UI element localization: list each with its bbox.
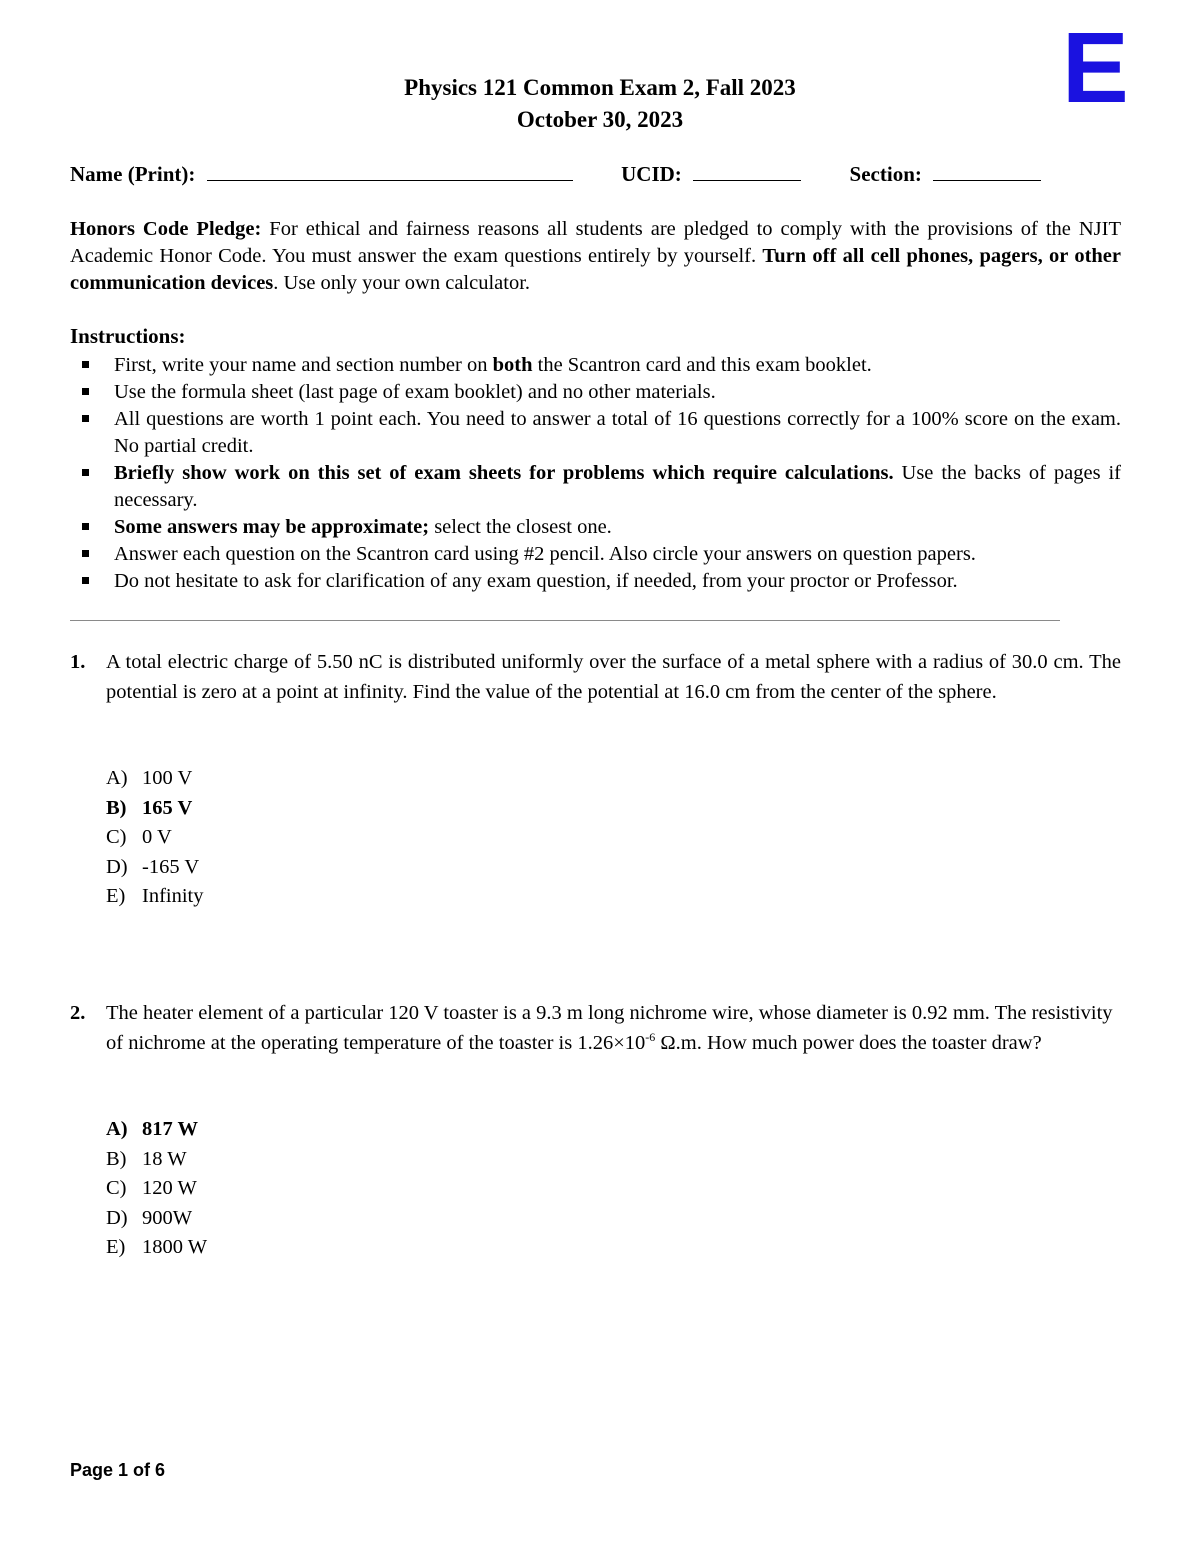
page-number: Page 1 of 6: [70, 1460, 166, 1480]
instruction-item: Do not hesitate to ask for clarification of any exam question, if needed, from your proctor or Professor.: [70, 568, 1121, 595]
option-e[interactable]: E) Infinity: [106, 885, 204, 907]
pledge-text: For ethical and fairness reasons all students are pledged to comply with the provisions of the NJIT Academic Honor Code. You must answer the exam questions entirely by yourself.: [70, 218, 1121, 267]
question-1: [70, 647, 1121, 707]
question-1-options: [106, 764, 204, 912]
honors-code-pledge: [70, 216, 1121, 297]
exam-title: Physics 121 Common Exam 2, Fall 2023: [404, 75, 796, 100]
bullet-icon: [82, 388, 89, 395]
instructions-list: [70, 352, 1121, 595]
name-blank[interactable]: [207, 162, 573, 181]
resistivity-exponent: -6: [645, 1030, 656, 1045]
option-c[interactable]: C) 0 V: [106, 826, 172, 848]
instruction-item: Briefly show work on this set of exam sheets for problems which require calculations. Use the backs of pages if necessary.: [70, 460, 1121, 514]
pledge-label: Honors Code Pledge:: [70, 218, 262, 240]
option-c[interactable]: C) 120 W: [106, 1177, 197, 1199]
ucid-label: UCID:: [621, 162, 682, 186]
ucid-blank[interactable]: [693, 162, 801, 181]
option-b[interactable]: B) 165 V: [106, 796, 193, 819]
bullet-icon: [82, 550, 89, 557]
bullet-icon: [82, 415, 89, 422]
exam-date: October 30, 2023: [516, 107, 684, 132]
option-b[interactable]: B) 18 W: [106, 1147, 187, 1170]
option-a[interactable]: A) 100 V: [106, 767, 193, 789]
bullet-icon: [82, 361, 89, 368]
option-d[interactable]: D) -165 V: [106, 855, 200, 878]
bullet-icon: [82, 469, 89, 476]
question-number: 1.: [70, 651, 86, 673]
instruction-item: All questions are worth 1 point each. You need to answer a total of 16 questions correctly for a 100% score on the exam. No partial credit.: [70, 406, 1121, 460]
section-label: Section:: [849, 162, 922, 186]
student-info-fields: [70, 162, 1130, 187]
section-blank[interactable]: [933, 162, 1041, 181]
instruction-item: Use the formula sheet (last page of exam booklet) and no other materials.: [70, 379, 1121, 406]
question-2-options: [106, 1115, 207, 1263]
instruction-item: Some answers may be approximate; select the closest one.: [70, 514, 1121, 541]
option-d[interactable]: D) 900W: [106, 1206, 193, 1229]
pledge-calculator: . Use only your own calculator.: [273, 272, 531, 294]
bullet-icon: [82, 523, 89, 530]
question-2: [70, 998, 1121, 1058]
pledge-devices-warning: Turn off all cell phones, pagers, or other communication devices: [70, 245, 1121, 294]
question-text: A total electric charge of 5.50 nC is distributed uniformly over the surface of a metal sphere with a radius of 30.0 cm. The potential is zero at a point at infinity. Find the value of the potential at 16.0 cm from the center of the sphere.: [106, 651, 1121, 703]
option-a[interactable]: A) 817 W: [106, 1118, 199, 1140]
question-text: The heater element of a particular 120 V toaster is a 9.3 m long nichrome wire, whose diameter is 0.92 mm. The resistivity of nichrome at the operating temperature of the toaster is $1.26\times 10^{-6}$ Ω.m. How much power does the toaster draw?: [106, 1002, 1113, 1054]
bullet-icon: [82, 577, 89, 584]
option-e[interactable]: E) 1800 W: [106, 1236, 208, 1258]
exam-version-letter: E: [1062, 12, 1129, 124]
question-number: 2.: [70, 1002, 86, 1024]
instruction-item: First, write your name and section number on both the Scantron card and this exam booklet.: [70, 352, 1121, 379]
section-divider: [70, 620, 1060, 621]
instructions-heading: Instructions:: [70, 324, 186, 348]
name-label: Name (Print):: [70, 162, 196, 186]
instruction-item: Answer each question on the Scantron card using #2 pencil. Also circle your answers on question papers.: [70, 541, 1121, 568]
